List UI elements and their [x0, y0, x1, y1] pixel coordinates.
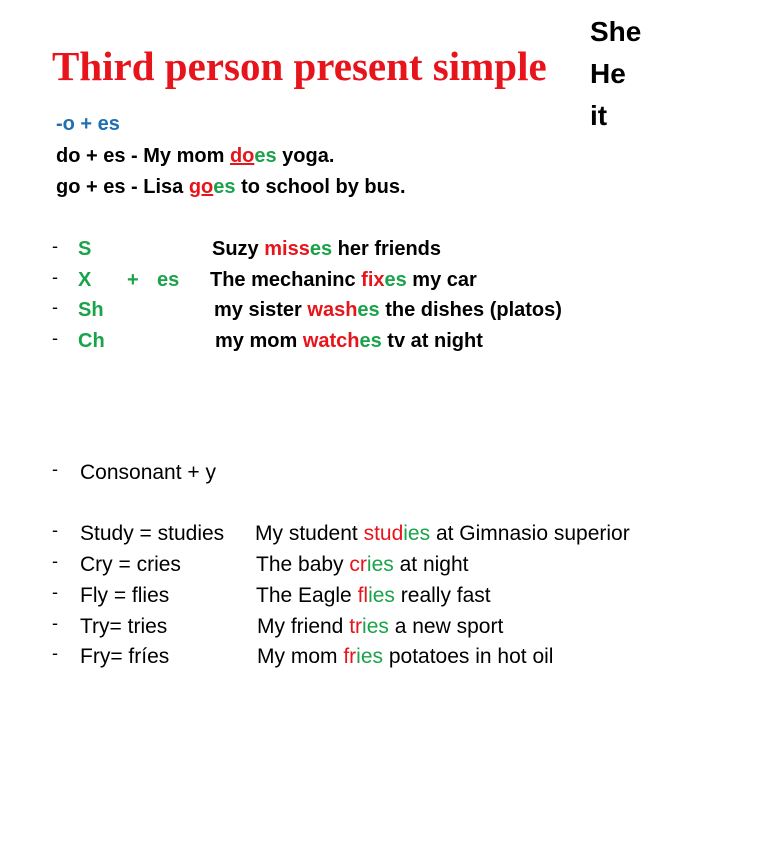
o-rule-line: [56, 145, 334, 168]
bullet: -: [52, 459, 58, 479]
plus-sign: +: [127, 269, 139, 291]
bullet: -: [52, 582, 58, 602]
example-sentence: [257, 615, 503, 639]
verb-stem: go: [188, 176, 214, 198]
bullet: -: [52, 236, 58, 256]
example-sentence: [210, 269, 477, 292]
bullet: -: [52, 520, 58, 540]
verb-stem: fix: [361, 269, 385, 291]
example-sentence: [215, 330, 483, 353]
o-rule-base: do + es - My mom: [56, 145, 230, 167]
y-rule-conversion: Cry = cries: [80, 553, 181, 576]
sentence-post: tv at night: [381, 330, 483, 352]
verb-stem: cr: [349, 553, 367, 576]
sentence-post: potatoes in hot oil: [383, 645, 554, 668]
page-title: Third person present simple: [52, 43, 547, 89]
sentence-rest: to school by bus.: [235, 176, 406, 198]
es-label: es: [157, 269, 180, 291]
sentence-post: my car: [406, 269, 477, 291]
sentence-pre: my mom: [215, 330, 303, 352]
o-rule-heading: -o + es: [56, 113, 120, 135]
sentence-pre: Suzy: [212, 238, 265, 260]
verb-ending: es: [213, 176, 236, 198]
ending-sh: Sh: [78, 299, 104, 321]
y-rule-conversion: Study = studies: [80, 522, 225, 545]
verb-stem: tr: [349, 615, 363, 638]
ending-ch: Ch: [78, 330, 105, 352]
sentence-pre: My friend: [257, 615, 350, 638]
verb-suffix: ies: [366, 553, 394, 576]
sentence-pre: My mom: [257, 645, 344, 668]
bullet: -: [52, 328, 58, 348]
example-sentence: [257, 645, 553, 669]
sentence-pre: The mechaninc: [210, 269, 362, 291]
verb-stem: fl: [357, 584, 369, 607]
sentence-post: a new sport: [388, 615, 504, 638]
o-rule-base: go + es - Lisa: [56, 176, 189, 198]
pronoun-it: it: [590, 100, 608, 131]
sentence-post: the dishes (platos): [379, 299, 562, 321]
bullet: -: [52, 267, 58, 287]
verb-stem: do: [229, 145, 255, 167]
verb-suffix: es: [309, 238, 333, 260]
pronoun-he: He: [590, 58, 626, 89]
ending-x: X: [78, 269, 92, 291]
y-rule-conversion: Fly = flies: [80, 584, 170, 607]
sentence-post: at Gimnasio superior: [430, 522, 630, 545]
example-sentence: [214, 299, 562, 322]
bullet: -: [52, 613, 58, 633]
pronoun-she: She: [590, 16, 642, 47]
y-rule-conversion: Try= tries: [80, 615, 168, 638]
example-sentence: [256, 584, 491, 608]
verb-suffix: es: [357, 299, 380, 321]
verb-stem: stud: [363, 522, 404, 545]
sentence-post: her friends: [332, 238, 442, 260]
sentence-post: really fast: [394, 584, 491, 607]
o-rule-line: [56, 176, 406, 199]
verb-suffix: ies: [362, 615, 389, 638]
bullet: -: [52, 643, 58, 663]
verb-suffix: es: [359, 330, 382, 352]
verb-suffix: ies: [403, 522, 431, 545]
sentence-rest: yoga.: [276, 145, 335, 167]
verb-suffix: ies: [368, 584, 395, 607]
sentence-pre: My student: [255, 522, 364, 545]
verb-ending: es: [254, 145, 277, 167]
ending-s: S: [78, 238, 92, 260]
sentence-pre: The Eagle: [256, 584, 358, 607]
verb-suffix: ies: [356, 645, 384, 668]
bullet: -: [52, 551, 58, 571]
verb-stem: wash: [307, 299, 358, 321]
example-sentence: [256, 553, 469, 577]
sentence-post: at night: [393, 553, 469, 576]
y-rule-heading: Consonant + y: [80, 461, 217, 484]
verb-suffix: es: [384, 269, 407, 291]
bullet: -: [52, 297, 58, 317]
sentence-pre: my sister: [214, 299, 308, 321]
y-rule-conversion: Fry= fríes: [80, 645, 170, 668]
example-sentence: [255, 522, 630, 546]
verb-stem: miss: [264, 238, 310, 260]
verb-stem: fr: [343, 645, 357, 668]
verb-stem: watch: [302, 330, 360, 352]
example-sentence: [212, 238, 441, 261]
sentence-pre: The baby: [256, 553, 350, 576]
